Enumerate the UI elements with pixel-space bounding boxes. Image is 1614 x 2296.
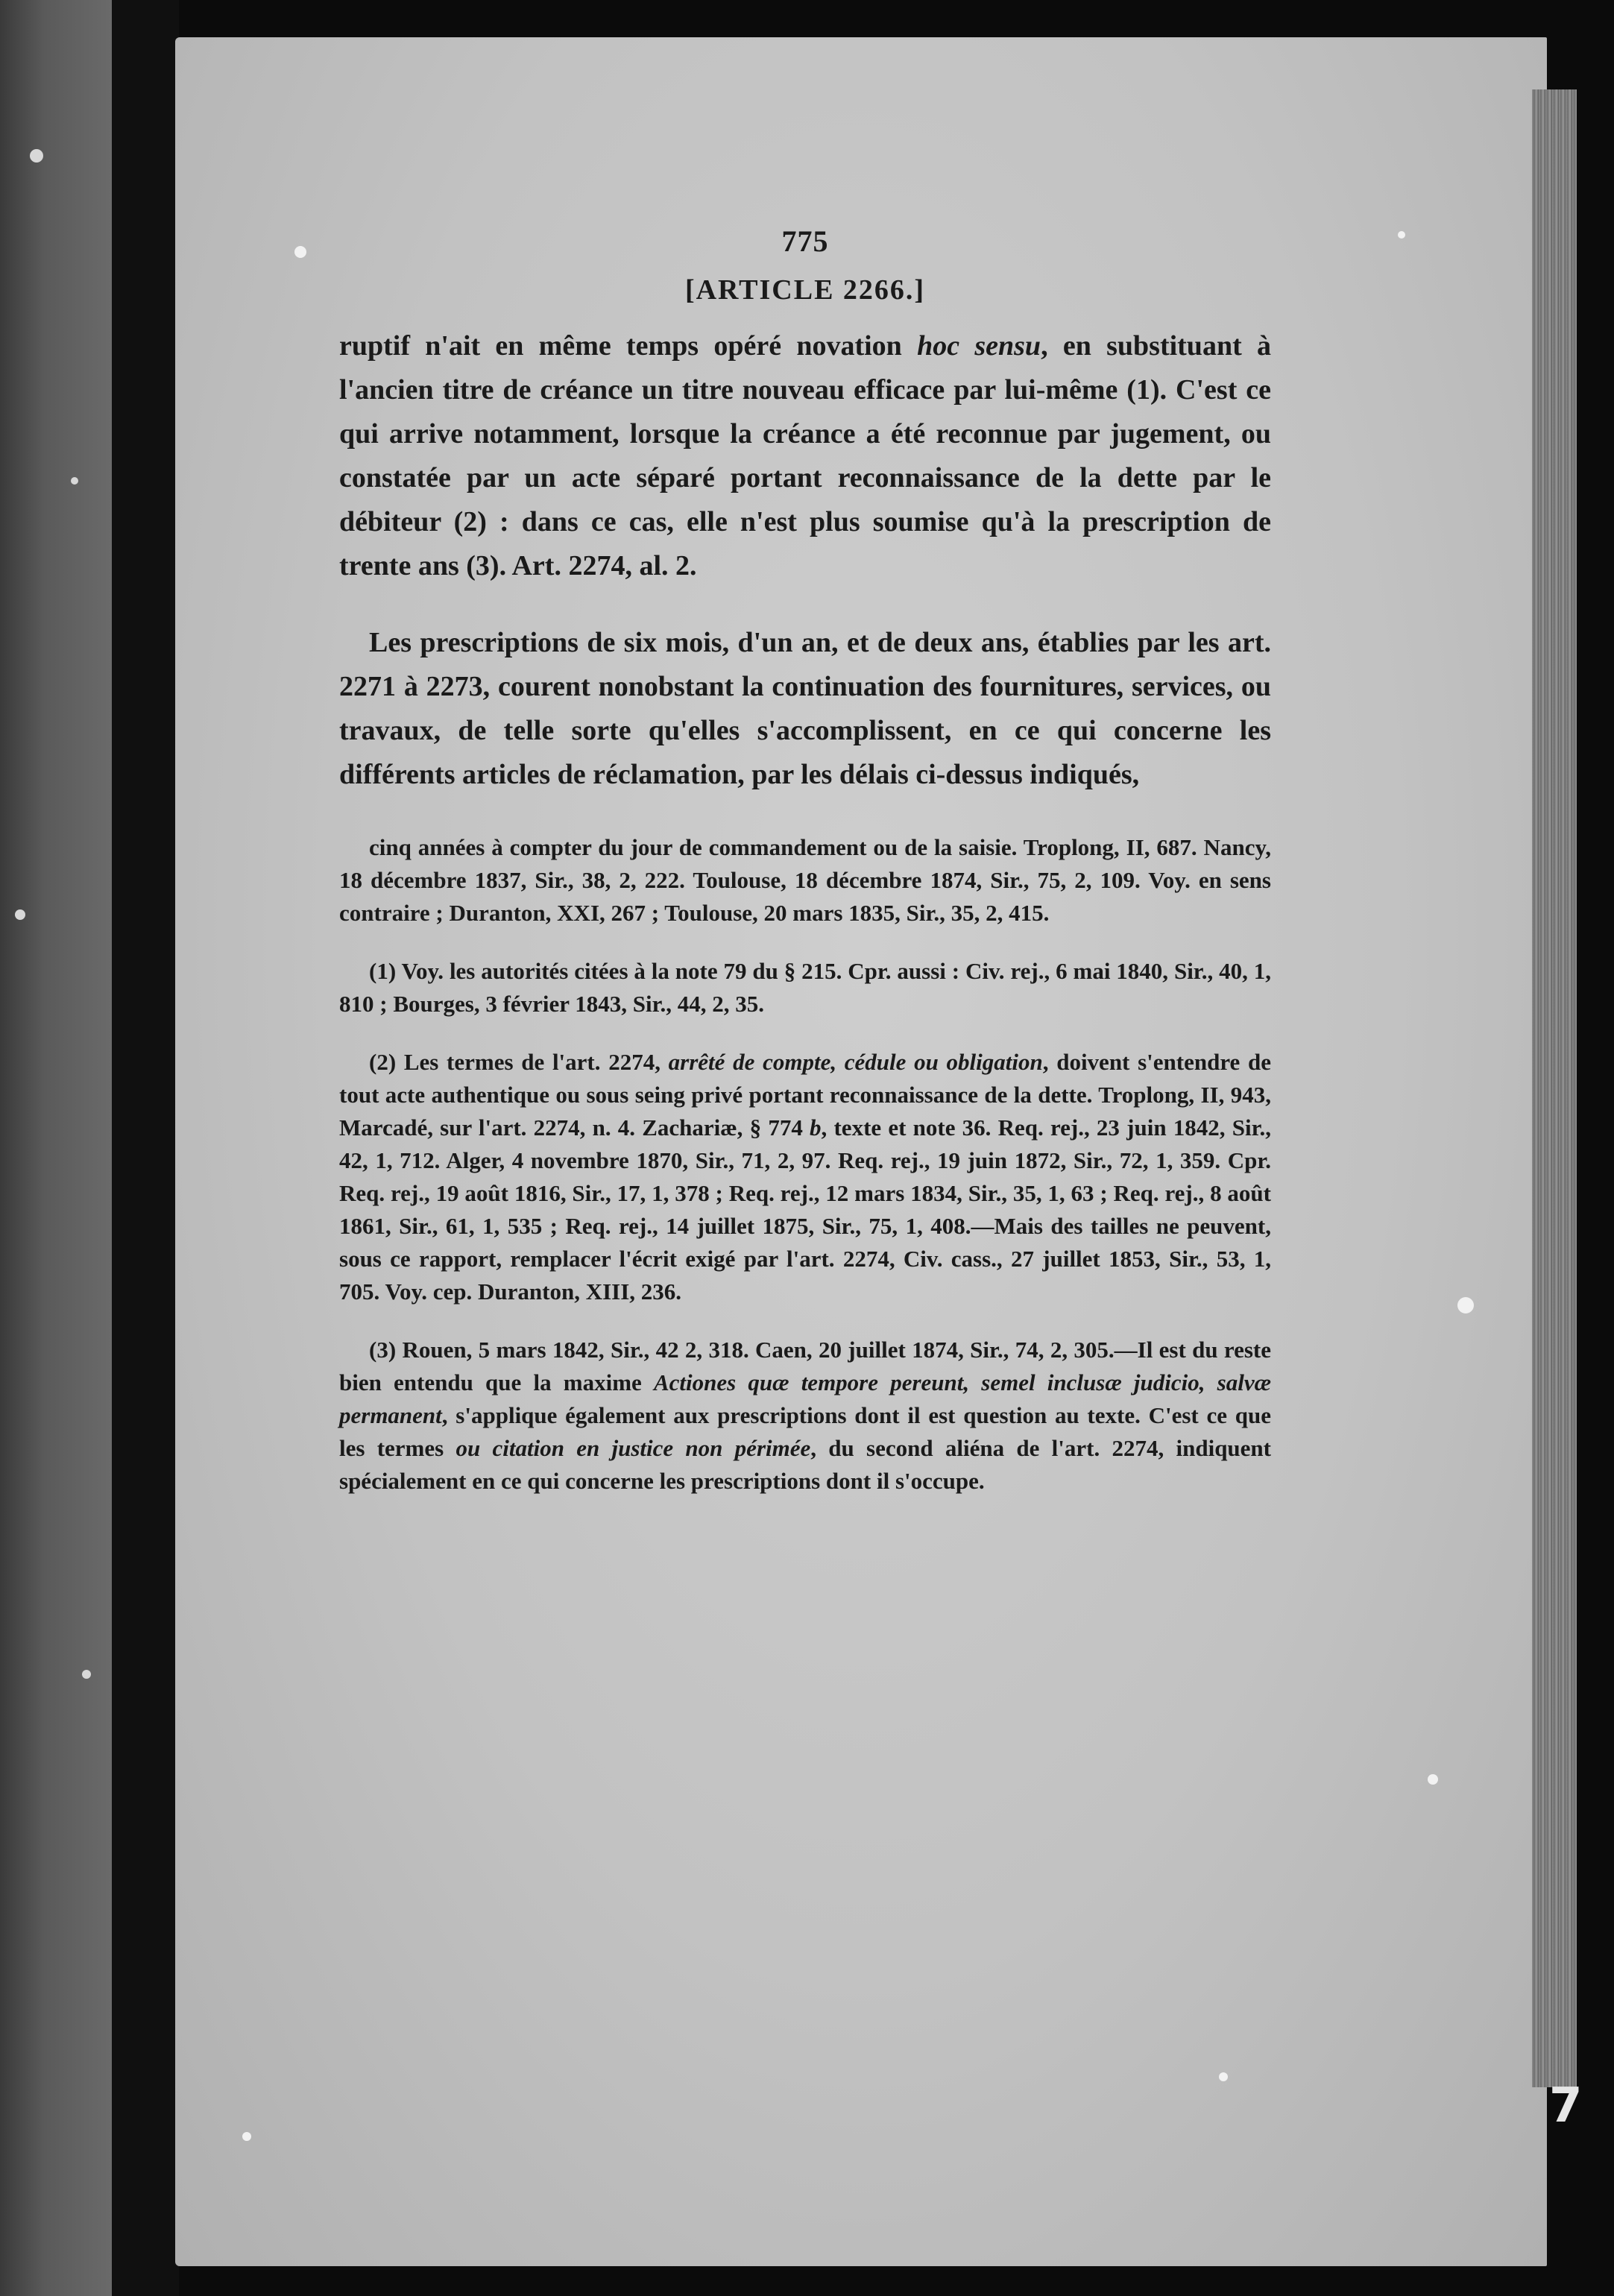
text-run: , s'applique également aux prescriptions dont il est question au texte. C'est ce que les termes [339,1402,1271,1461]
page-stack-edges [1532,89,1577,2087]
text-run: , doivent s'entendre de tout acte authentique ou sous seing privé portant reconnaissance de la dette. Troplong, II, 943, Marcadé, sur l'art. 2274, n. 4. Zachariæ, § 774 [339,1049,1271,1141]
italic-run: hoc sensu [917,330,1041,362]
body-paragraph-1 [339,324,1271,588]
text-run: , en substituant à l'ancien titre de créance un titre nouveau efficace par lui-même (1). C'est ce qui arrive notamment, lorsque la créance a été reconnue par jugement, ou constatée par un acte séparé portant reconnaissance de la dette par le débiteur (2) : dans ce cas, elle n'est plus soumise qu'à la prescription de trente ans (3). Art. 2274, al. 2. [339,330,1271,581]
footnote-3 [339,1334,1271,1498]
page-content [339,224,1271,1523]
dust-speck [82,1670,91,1679]
footnote-continuation: cinq années à compter du jour de commandement ou de la saisie. Troplong, II, 687. Nancy, 18 décembre 1837, Sir., 38, 2, 222. Toulouse, 18 décembre 1874, Sir., 75, 2, 109. Voy. en sens contraire ; Duranton, XXI, 267 ; Toulouse, 20 mars 1835, Sir., 35, 2, 415. [339,834,1271,926]
dust-speck [1398,231,1405,239]
italic-run: Actiones quæ tempore pereunt, semel inclusæ judicio, salvæ permanent [339,1369,1271,1428]
text-run: , texte et note 36. Req. rej., 23 juin 1842, Sir., 42, 1, 712. Alger, 4 novembre 1870, Sir., 71, 2, 97. Req. rej., 19 juin 1872, Sir., 72, 1, 359. Cpr. Req. rej., 19 août 1816, Sir., 17, 1, 378 ; Req. rej., 12 mars 1834, Sir., 35, 1, 63 ; Req. rej., 8 août 1861, Sir., 61, 1, 535 ; Req. rej., 14 juillet 1875, Sir., 75, 1, 408.—Mais des tailles ne peuvent, sous ce rapport, remplacer l'écrit exigé par l'art. 2274, Civ. cass., 27 juillet 1853, Sir., 53, 1, 705. Voy. cep. Duranton, XIII, 236. [339,1114,1271,1305]
dust-speck [30,149,43,163]
dust-speck [1219,2072,1228,2081]
dust-speck [1428,1774,1438,1785]
dust-speck [242,2132,251,2141]
book-gutter [112,0,179,2296]
dust-speck [71,477,78,485]
frame-mark: 7 [1549,2078,1583,2133]
dust-speck [1457,1297,1474,1313]
text-run: (3) Rouen, 5 mars 1842, Sir., 42 2, 318. Caen, 20 juillet 1874, Sir., 74, 2, 305.—Il est du reste bien entendu que la maxime [339,1337,1271,1395]
italic-run: arrêté de compte, cédule ou obligation [668,1049,1043,1075]
footnotes [339,831,1271,1498]
footnote-2 [339,1046,1271,1308]
text-run: (2) Les termes de l'art. 2274, [369,1049,669,1075]
dust-speck [15,909,25,920]
page-number: 775 [781,224,829,258]
adjacent-page-edge [0,0,112,2296]
text-run: ruptif n'ait en même temps opéré novation [339,330,918,362]
italic-run: ou citation en justice non périmée [455,1435,811,1461]
footnote-1: (1) Voy. les autorités citées à la note 79 du § 215. Cpr. aussi : Civ. rej., 6 mai 1840, Sir., 40, 1, 810 ; Bourges, 3 février 1843, Sir., 44, 2, 35. [339,958,1271,1017]
body-paragraph-2: Les prescriptions de six mois, d'un an, et de deux ans, établies par les art. 2271 à 2273, courent nonobstant la continuation des fournitures, services, ou travaux, de telle sorte qu'elles s'accomplissent, en ce qui concerne les différents articles de réclamation, par les délais ci-dessus indiqués, [339,627,1271,790]
text-run: , du second aliéna de l'art. 2274, indiquent spécialement en ce qui concerne les prescriptions dont il s'occupe. [339,1435,1271,1494]
italic-run: b [810,1114,822,1141]
dust-speck [294,246,306,258]
article-header: [ARTICLE 2266.] [684,274,926,306]
